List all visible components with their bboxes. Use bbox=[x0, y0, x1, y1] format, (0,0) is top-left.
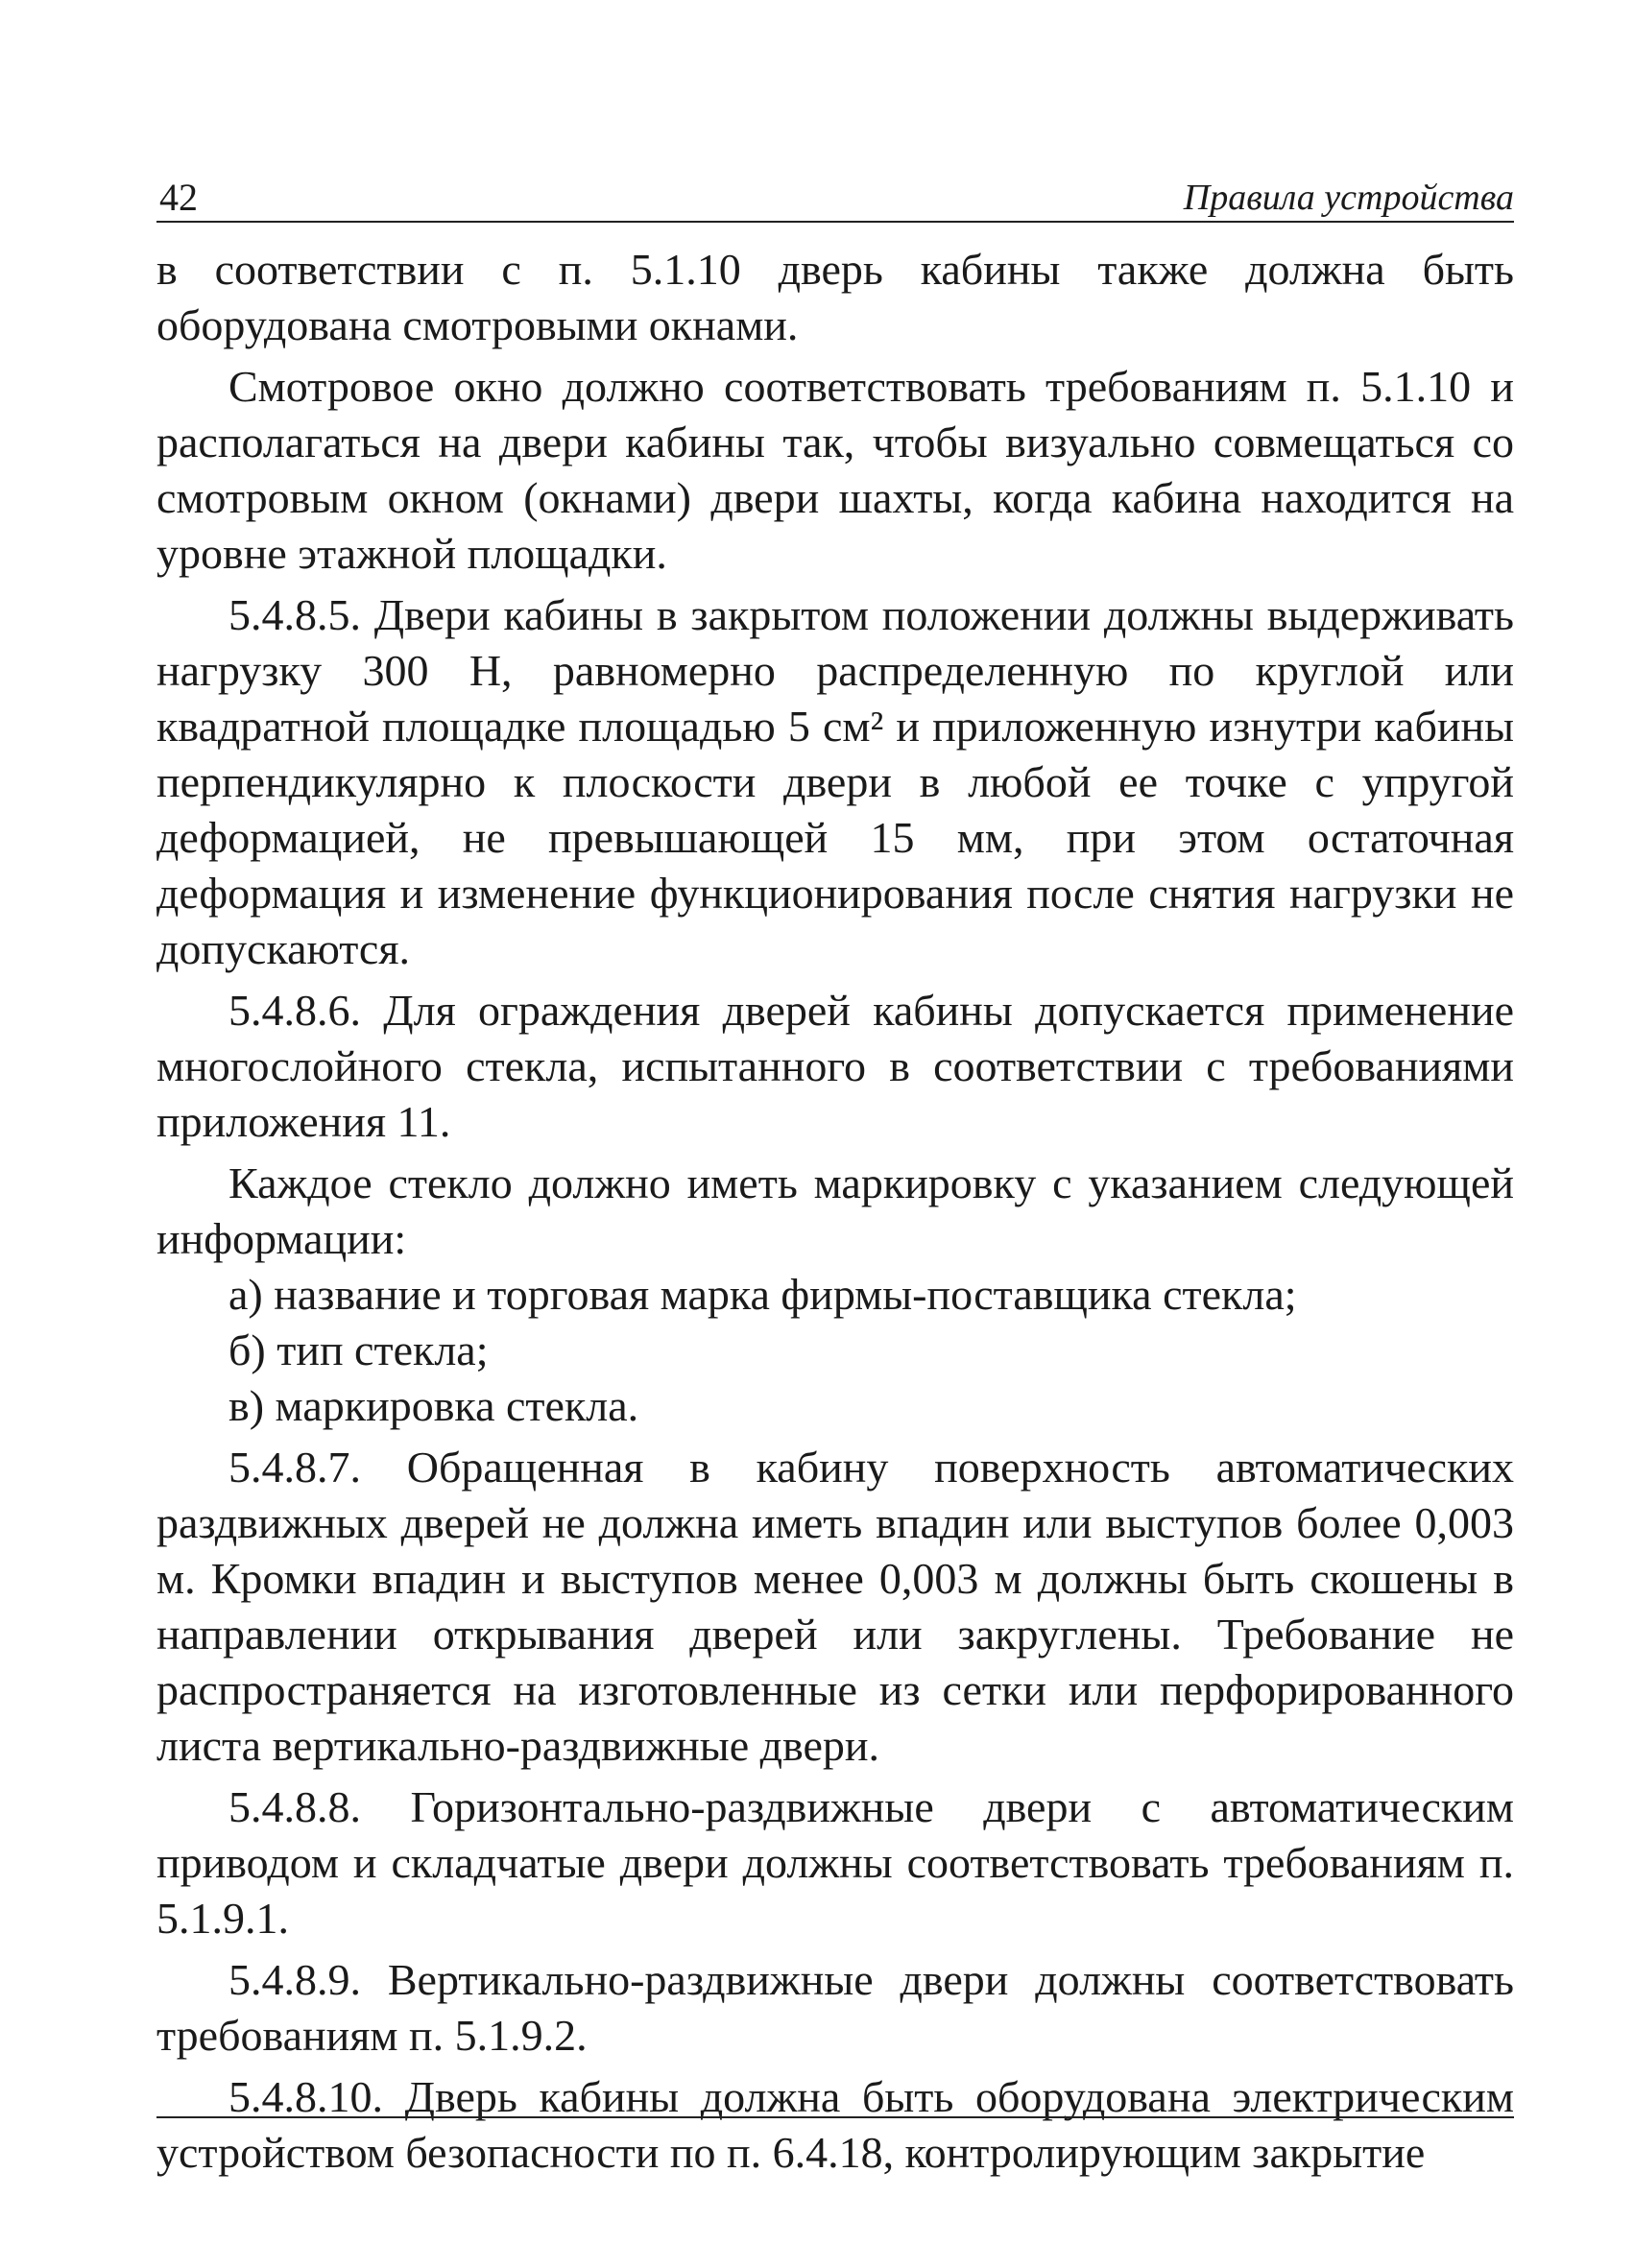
document-page bbox=[156, 173, 1514, 2181]
paragraph-glass-marking: Каждое стекло должно иметь маркировку с указанием следующей информации: bbox=[156, 1158, 1514, 1263]
paragraph-5-4-8-6: 5.4.8.6. Для ограждения дверей кабины допускается применение многослойного стекла, испытанного в соответствии с требованиями приложения 11. bbox=[156, 986, 1514, 1146]
page-header bbox=[156, 173, 1514, 223]
list-item-b: б) тип стекла; bbox=[228, 1325, 489, 1374]
paragraph-viewing-window: Смотровое окно должно соответствовать требованиям п. 5.1.10 и располагаться на двери кабины так, чтобы визуально совмещаться со смотровым окном (окнами) двери шахты, когда кабина находится на уровне этажной площадки. bbox=[156, 362, 1514, 578]
paragraph-5-4-8-8: 5.4.8.8. Горизонтально-раздвижные двери с автоматическим приводом и складчатые двери должны соответствовать требованиям п. 5.1.9.1. bbox=[156, 1782, 1514, 1943]
footer-rule bbox=[156, 2116, 1514, 2118]
running-title: Правила устройства bbox=[1183, 178, 1514, 218]
page-number: 42 bbox=[159, 176, 198, 219]
body-text bbox=[156, 242, 1514, 2181]
paragraph-5-4-8-9: 5.4.8.9. Вертикально-раздвижные двери должны соответствовать требованиям п. 5.1.9.2. bbox=[156, 1955, 1514, 2060]
paragraph-5-4-8-5: 5.4.8.5. Двери кабины в закрытом положении должны выдерживать нагрузку 300 Н, равномерно распределенную по круглой или квадратной площадке площадью 5 см² и приложенную изнутри кабины перпендикулярно к плоскости двери в любой ее точке с упругой деформацией, не превышающей 15 мм, при этом остаточная деформация и изменение функционирования после снятия нагрузки не допускаются. bbox=[156, 590, 1514, 973]
paragraph-5-4-8-10: 5.4.8.10. Дверь кабины должна быть оборудована электрическим устройством безопасности по п. 6.4.18, контролирующим закрытие bbox=[156, 2072, 1514, 2177]
list-item-v: в) маркировка стекла. bbox=[228, 1381, 639, 1430]
paragraph-continuation: в соответствии с п. 5.1.10 дверь кабины также должна быть оборудована смотровыми окнами. bbox=[156, 245, 1514, 349]
paragraph-5-4-8-7: 5.4.8.7. Обращенная в кабину поверхность автоматических раздвижных дверей не должна иметь впадин или выступов более 0,003 м. Кромки впадин и выступов менее 0,003 м должны быть скошены в направлении открывания дверей или закруглены. Требование не распространяется на изготовленные из сетки или перфорированного листа вертикально-раздвижные двери. bbox=[156, 1443, 1514, 1770]
list-item-a: а) название и торговая марка фирмы-поставщика стекла; bbox=[228, 1270, 1297, 1319]
